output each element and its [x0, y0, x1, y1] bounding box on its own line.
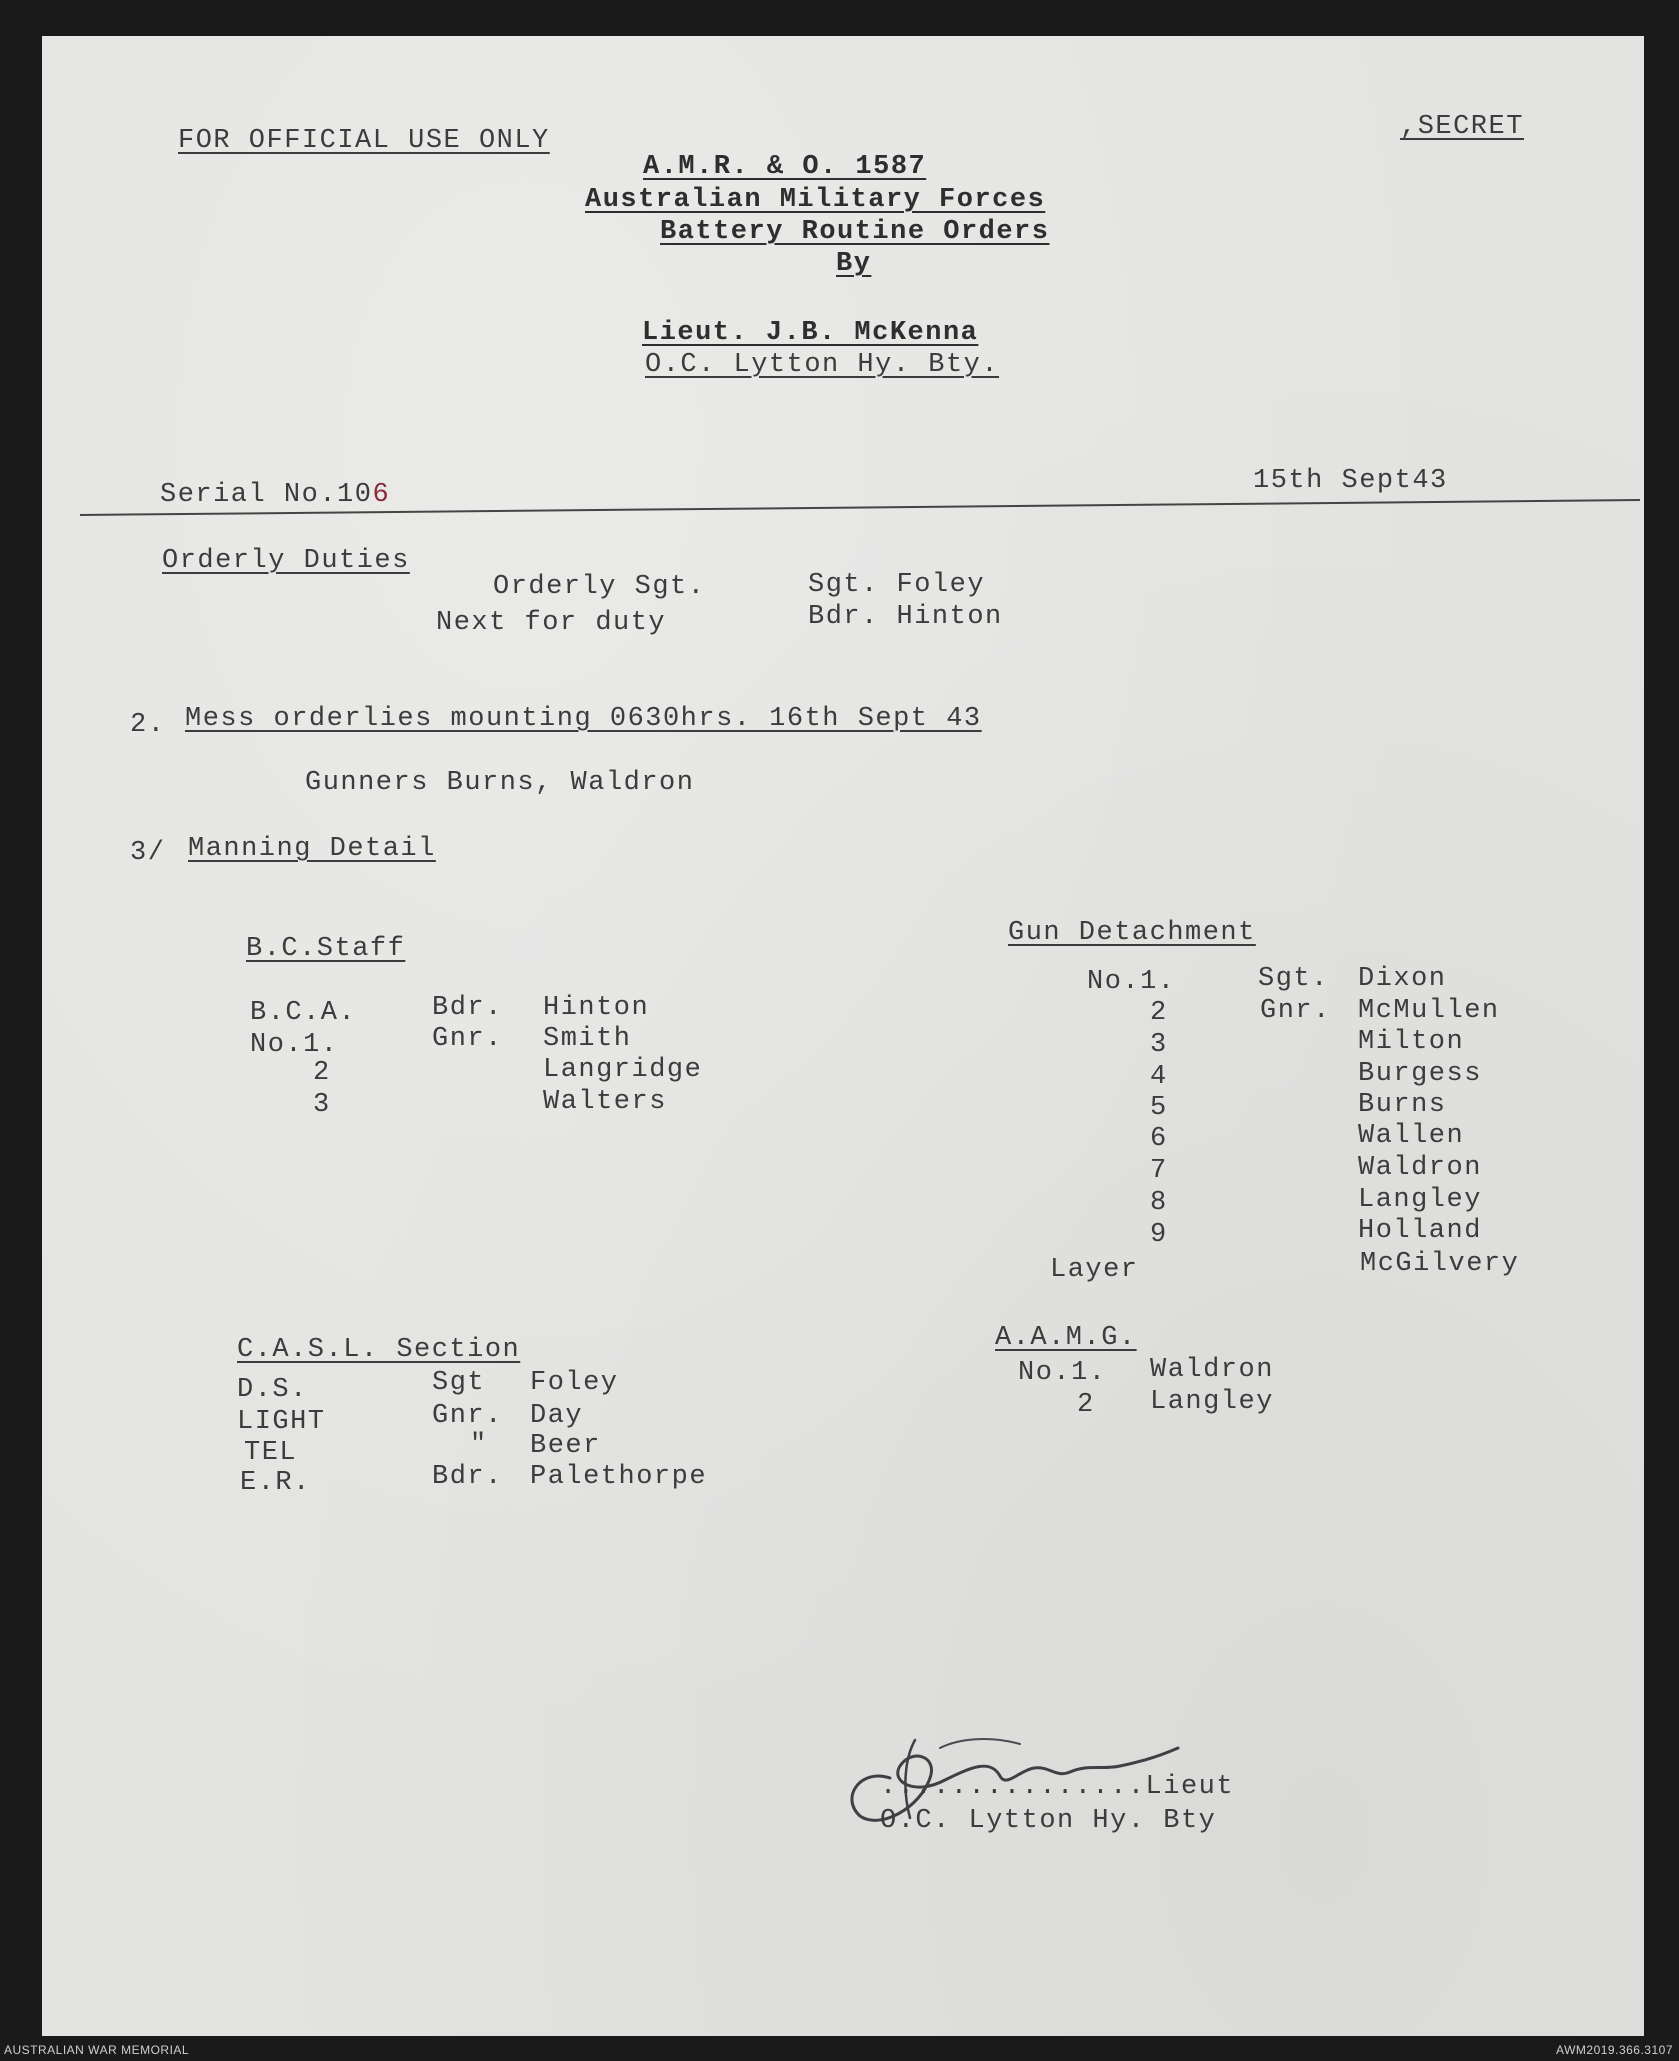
casl-name: Foley: [530, 1368, 619, 1398]
gun-detachment-name: Waldron: [1358, 1153, 1482, 1183]
casl-rank: Gnr.: [432, 1401, 503, 1431]
casl-name: Beer: [530, 1431, 601, 1461]
gun-detachment-name: Dixon: [1358, 964, 1447, 994]
signature-role: O.C. Lytton Hy. Bty: [880, 1806, 1217, 1836]
gun-detachment-position: 2: [1150, 998, 1168, 1028]
bc-staff-position: No.1.: [250, 1030, 339, 1060]
casl-name: Palethorpe: [530, 1462, 708, 1492]
manning-detail-heading: Manning Detail: [188, 834, 436, 864]
aamg-name: Langley: [1150, 1387, 1274, 1417]
serial-label: Serial No.10: [160, 480, 373, 510]
casl-position: TEL: [244, 1438, 298, 1468]
gun-detachment-rank: Sgt.: [1258, 964, 1329, 994]
casl-rank: ": [470, 1430, 488, 1460]
aamg-name: Waldron: [1150, 1355, 1274, 1385]
gun-detachment-position: 7: [1150, 1156, 1168, 1186]
document-type: Battery Routine Orders: [660, 217, 1050, 247]
gun-detachment-name: Milton: [1358, 1027, 1465, 1057]
aamg-heading: A.A.M.G.: [995, 1323, 1137, 1353]
orderly-duties-heading: Orderly Duties: [162, 546, 410, 576]
gun-detachment-name: Wallen: [1358, 1121, 1465, 1151]
gun-detachment-position: 6: [1150, 1124, 1168, 1154]
gun-detachment-position: Layer: [1050, 1255, 1139, 1285]
security-marking-right: ,SECRET: [1400, 112, 1524, 142]
gun-detachment-position: 9: [1150, 1220, 1168, 1250]
gun-detachment-name: McGilvery: [1360, 1249, 1520, 1279]
gun-detachment-position: 8: [1150, 1188, 1168, 1218]
casl-position: E.R.: [240, 1468, 311, 1498]
section-number: 3/: [130, 838, 166, 868]
bc-staff-rank: Gnr.: [432, 1024, 503, 1054]
bc-staff-position: 3: [313, 1090, 331, 1120]
document-reference: A.M.R. & O. 1587: [643, 152, 927, 182]
aamg-position: 2: [1077, 1390, 1095, 1420]
gun-detachment-name: Burgess: [1358, 1059, 1482, 1089]
bc-staff-name: Walters: [543, 1087, 667, 1117]
bc-staff-name: Hinton: [543, 993, 650, 1023]
aamg-position: No.1.: [1018, 1358, 1107, 1388]
bc-staff-rank: Bdr.: [432, 993, 503, 1023]
bc-staff-position: 2: [313, 1058, 331, 1088]
serial-number-suffix: 6: [372, 480, 391, 510]
casl-position: LIGHT: [237, 1407, 326, 1437]
orderly-name: Bdr. Hinton: [808, 602, 1003, 632]
mess-orderlies-names: Gunners Burns, Waldron: [305, 768, 695, 798]
gun-detachment-position: 4: [1150, 1062, 1168, 1092]
orderly-role: Orderly Sgt.: [493, 572, 706, 602]
gun-detachment-rank: Gnr.: [1260, 996, 1331, 1026]
organisation-name: Australian Military Forces: [585, 185, 1046, 215]
bc-staff-name: Langridge: [543, 1055, 703, 1085]
section-number: 2.: [130, 710, 166, 740]
gun-detachment-position: No.1.: [1087, 967, 1176, 997]
bc-staff-heading: B.C.Staff: [246, 934, 406, 964]
gun-detachment-name: McMullen: [1358, 996, 1500, 1026]
gun-detachment-name: Holland: [1358, 1216, 1482, 1246]
serial-number: [160, 480, 390, 510]
archive-accession-number: AWM2019.366.3107: [1556, 2043, 1673, 2057]
gun-detachment-position: 5: [1150, 1093, 1168, 1123]
by-line: By: [836, 249, 872, 279]
officer-name: Lieut. J.B. McKenna: [642, 318, 979, 348]
casl-name: Day: [530, 1401, 584, 1431]
signature-line: ...............Lieut: [880, 1772, 1235, 1802]
bc-staff-name: Smith: [543, 1024, 632, 1054]
security-marking-left: FOR OFFICIAL USE ONLY: [178, 126, 550, 156]
casl-rank: Sgt: [432, 1368, 486, 1398]
casl-section-heading: C.A.S.L. Section: [237, 1335, 521, 1365]
archive-credit: AUSTRALIAN WAR MEMORIAL: [4, 2043, 190, 2057]
bc-staff-position: B.C.A.: [250, 998, 357, 1028]
orderly-name: Sgt. Foley: [808, 570, 986, 600]
mess-orderlies-heading: Mess orderlies mounting 0630hrs. 16th Sept 43: [185, 704, 982, 734]
gun-detachment-name: Langley: [1358, 1185, 1482, 1215]
gun-detachment-name: Burns: [1358, 1090, 1447, 1120]
serial-date: 15th Sept43: [1253, 466, 1448, 496]
officer-role: O.C. Lytton Hy. Bty.: [645, 350, 1000, 380]
casl-rank: Bdr.: [432, 1462, 503, 1492]
gun-detachment-position: 3: [1150, 1030, 1168, 1060]
casl-position: D.S.: [237, 1375, 308, 1405]
gun-detachment-heading: Gun Detachment: [1008, 918, 1256, 948]
orderly-role: Next for duty: [436, 608, 667, 638]
